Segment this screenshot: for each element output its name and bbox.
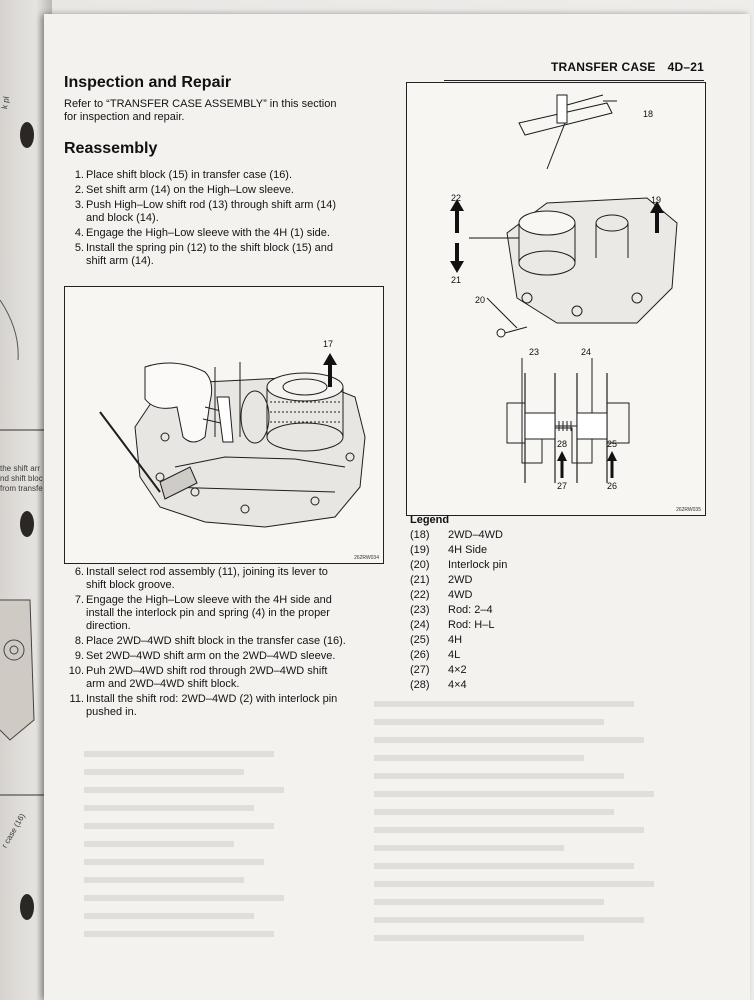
legend-item-label: 4H — [448, 634, 463, 646]
legend-item — [410, 633, 507, 648]
left-page-fragment: nd shift bloc — [0, 474, 43, 483]
step-text-line: Set 2WD–4WD shift arm on the 2WD–4WD sleeve. — [86, 650, 336, 662]
reassembly-step — [64, 242, 384, 268]
step-number: 4. — [74, 227, 84, 239]
figure2-code: 262RW035 — [676, 507, 701, 513]
binder-hole — [20, 511, 34, 537]
section-heading-reassembly: Reassembly — [64, 140, 158, 157]
figure-shift-rods-diagram — [406, 82, 706, 516]
step-number: 11. — [69, 693, 84, 705]
section-heading-inspection: Inspection and Repair — [64, 74, 232, 91]
legend-item — [410, 648, 507, 663]
left-page-fragment: r case (16) — [0, 811, 27, 850]
left-page-fragment: the shift arr — [0, 464, 41, 473]
step-text-line: direction. — [86, 620, 131, 632]
callout-28: 28 — [557, 439, 568, 449]
step-number: 3. — [74, 199, 84, 211]
step-text-line: Install the spring pin (12) to the shift block (15) and — [86, 242, 334, 254]
legend-item-label: Rod: H–L — [448, 619, 495, 631]
shift-mechanism-illustration — [407, 83, 705, 515]
step-text-line: shift arm (14). — [86, 255, 154, 267]
step-number: 5. — [74, 242, 84, 254]
reassembly-step — [64, 635, 384, 648]
step-number: 8. — [74, 635, 84, 647]
binder-hole — [20, 122, 34, 148]
inspection-line: Refer to “TRANSFER CASE ASSEMBLY” in this section — [64, 98, 337, 110]
running-header — [551, 60, 704, 74]
reassembly-step — [64, 665, 384, 691]
legend-item-number: (26) — [410, 649, 430, 661]
callout-19: 19 — [651, 195, 662, 205]
legend-item-label: Rod: 2–4 — [448, 604, 493, 616]
callout-20: 20 — [475, 295, 486, 305]
step-number: 7. — [74, 594, 84, 606]
legend-item — [410, 603, 507, 618]
legend-item-label: 4WD — [448, 589, 473, 601]
step-text-line: Push High–Low shift rod (13) through shift arm (14) — [86, 199, 337, 211]
reassembly-step — [64, 184, 384, 197]
reassembly-step — [64, 594, 384, 633]
figure-shift-arm-installation — [64, 286, 384, 564]
step-text-line: and block (14). — [86, 212, 159, 224]
reassembly-step — [64, 650, 384, 663]
step-text-line: Set shift arm (14) on the High–Low sleeve. — [86, 184, 294, 196]
left-page-fragment: k pl — [0, 95, 12, 110]
binder-hole — [20, 894, 34, 920]
inspection-paragraph — [64, 98, 384, 124]
legend-item-number: (28) — [410, 679, 430, 691]
reassembly-step — [64, 169, 384, 182]
legend-list — [410, 528, 507, 693]
legend-item-number: (21) — [410, 574, 430, 586]
reassembly-steps-part-1 — [64, 169, 384, 270]
figure1-code: 262RW034 — [354, 555, 379, 561]
legend-item — [410, 663, 507, 678]
step-number: 2. — [74, 184, 84, 196]
header-section: TRANSFER CASE — [551, 60, 656, 74]
step-text-line: Engage the High–Low sleeve with the 4H side and — [86, 594, 332, 606]
legend-title: Legend — [410, 514, 450, 526]
callout-18: 18 — [643, 109, 654, 119]
step-text-line: Engage the High–Low sleeve with the 4H (1) side. — [86, 227, 330, 239]
legend-item-label: 4H Side — [448, 544, 488, 556]
header-page-number: 4D–21 — [667, 60, 704, 74]
callout-25: 25 — [607, 439, 618, 449]
callout-23: 23 — [529, 347, 540, 357]
step-number: 1. — [74, 169, 84, 181]
step-text-line: Install the shift rod: 2WD–4WD (2) with interlock pin — [86, 693, 338, 705]
step-number: 6. — [74, 566, 84, 578]
inspection-line: for inspection and repair. — [64, 111, 185, 123]
step-text-line: shift block groove. — [86, 579, 175, 591]
callout-22: 22 — [451, 193, 462, 203]
callout-24: 24 — [581, 347, 592, 357]
legend-item — [410, 678, 507, 693]
legend-item-label: 4L — [448, 649, 461, 661]
transfer-case-illustration — [65, 287, 383, 563]
legend-item-label: 4×2 — [448, 664, 467, 676]
step-number: 10. — [68, 665, 84, 677]
legend-item-number: (22) — [410, 589, 430, 601]
reassembly-step — [64, 227, 384, 240]
manual-page — [44, 14, 750, 1000]
legend-item-number: (20) — [410, 559, 430, 571]
legend-item-number: (27) — [410, 664, 430, 676]
reassembly-steps-part-2 — [64, 566, 384, 721]
legend-item — [410, 543, 507, 558]
legend-item — [410, 618, 507, 633]
left-page-fragment: from transfe — [0, 484, 43, 493]
callout-21: 21 — [451, 275, 462, 285]
step-text-line: Puh 2WD–4WD shift rod through 2WD–4WD shift — [86, 665, 328, 677]
step-text-line: install the interlock pin and spring (4) in the proper — [86, 607, 330, 619]
reassembly-step — [64, 693, 384, 719]
legend-item-number: (24) — [410, 619, 430, 631]
callout-27: 27 — [557, 481, 568, 491]
figure1-callout-17: 17 — [323, 339, 334, 349]
step-number: 9. — [74, 650, 84, 662]
step-text-line: Place shift block (15) in transfer case (16). — [86, 169, 293, 181]
legend-item-number: (18) — [410, 529, 430, 541]
legend-item — [410, 573, 507, 588]
legend-item — [410, 558, 507, 573]
callout-26: 26 — [607, 481, 618, 491]
step-text-line: pushed in. — [86, 706, 137, 718]
step-text-line: arm and 2WD–4WD shift block. — [86, 678, 240, 690]
legend-item-number: (25) — [410, 634, 430, 646]
reassembly-step — [64, 199, 384, 225]
legend-item-label: Interlock pin — [448, 559, 508, 571]
header-rule — [444, 80, 704, 81]
legend-item — [410, 528, 507, 543]
step-text-line: Install select rod assembly (11), joining its lever to — [86, 566, 328, 578]
legend-item-label: 4×4 — [448, 679, 467, 691]
step-text-line: Place 2WD–4WD shift block in the transfer case (16). — [86, 635, 346, 647]
legend-item-number: (19) — [410, 544, 430, 556]
legend-item-number: (23) — [410, 604, 430, 616]
legend-item-label: 2WD–4WD — [448, 529, 504, 541]
legend-item — [410, 588, 507, 603]
reassembly-step — [64, 566, 384, 592]
legend-item-label: 2WD — [448, 574, 473, 586]
